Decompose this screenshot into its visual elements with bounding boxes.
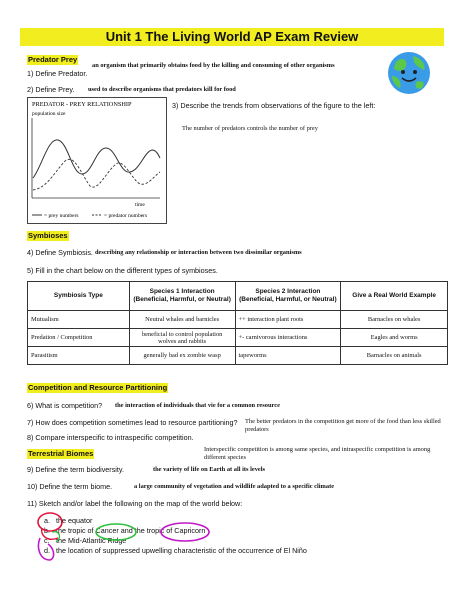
table-cell[interactable]: generally bad ex zombie wasp: [129, 347, 235, 365]
table-cell[interactable]: Barnacles on animals: [341, 347, 448, 365]
legend-predator: = predator numbers: [104, 213, 148, 219]
q9-label: 9) Define the term biodiversity.: [27, 465, 124, 474]
q6-label: 6) What is competition?: [27, 401, 103, 410]
q3-label: 3) Describe the trends from observations of the figure to the left:: [172, 101, 376, 110]
symbiosis-table: [27, 281, 448, 365]
q2-label: 2) Define Prey.: [27, 85, 75, 94]
section-competition: Competition and Resource Partitioning: [28, 383, 168, 392]
prey-line: [33, 140, 160, 178]
table-cell[interactable]: Eagles and worms: [341, 329, 448, 347]
q11-item-text: the equator: [56, 516, 93, 525]
table-cell[interactable]: +- carnivorous interactions: [235, 329, 341, 347]
table-cell[interactable]: Mutualism: [28, 311, 130, 329]
q11-item-letter: c.: [44, 536, 50, 545]
earth-icon: [386, 50, 432, 96]
q11-item-letter: a.: [44, 516, 50, 525]
q11-item-text: the location of suppressed upwelling characteristic of the occurrence of El Niño: [56, 546, 307, 555]
q1-answer: an organism that primarily obtains food by the killing and consuming of other organisms: [92, 62, 335, 69]
magenta-stroke-annotation: [38, 538, 53, 560]
table-cell[interactable]: Barnacles on whales: [341, 311, 448, 329]
q3-answer: The number of predators controls the number of prey: [182, 125, 318, 132]
graph-ylabel: population size: [32, 111, 66, 117]
q10-answer: a large community of vegetation and wildlife adapted to a specific climate: [134, 483, 335, 490]
table-cell[interactable]: Predation / Competition: [28, 329, 130, 347]
q11-item-text: the Mid-Atlantic Ridge: [56, 536, 127, 545]
table-header: Species 1 Interaction (Beneficial, Harmful, or Neutral): [129, 282, 235, 311]
q4-answer: describing any relationship or interaction between two dissimilar organisms: [95, 249, 302, 256]
table-header: Symbiosis Type: [28, 282, 130, 311]
green-circle-annotation: [96, 524, 136, 540]
q1-label: 1) Define Predator.: [27, 69, 88, 78]
q8-label: 8) Compare interspecific to intraspecific competition.: [27, 433, 194, 442]
table-cell[interactable]: Parasitism: [28, 347, 130, 365]
green-stroke-annotation: [52, 532, 59, 542]
table-header: Species 2 Interaction (Beneficial, Harmful, or Neutral): [235, 282, 341, 311]
table-row: [28, 329, 448, 347]
q11-item-letter: b.: [44, 526, 50, 535]
predator-prey-graph: [28, 98, 166, 223]
q4-label: 4) Define Symbiosis.: [27, 248, 93, 257]
q5-label: 5) Fill in the chart below on the different types of symbioses.: [27, 266, 218, 275]
table-cell[interactable]: beneficial to control population wolves and rabbits: [129, 329, 235, 347]
table-row: [28, 347, 448, 365]
q11-label: 11) Sketch and/or label the following on the map of the world below:: [27, 499, 243, 508]
q2-answer: used to describe organisms that predators kill for food: [88, 86, 236, 93]
predator-prey-figure: [27, 97, 167, 224]
pen-annotations: [28, 508, 218, 568]
table-cell[interactable]: Neutral whales and barnicles: [129, 311, 235, 329]
q10-label: 10) Define the term biome.: [27, 482, 113, 491]
section-symbioses: Symbioses: [28, 231, 68, 240]
magenta-circle-annotation: [161, 523, 209, 541]
predator-line: [33, 159, 160, 190]
q7-answer: The better predators in the competition get more of the food than less skilled predators: [245, 418, 441, 433]
table-row: [28, 311, 448, 329]
section-predator-prey: Predator Prey: [28, 55, 78, 64]
q7-label: 7) How does competition sometimes lead to resource partitioning?: [27, 418, 238, 427]
table-cell[interactable]: tapeworms: [235, 347, 341, 365]
page-title: Unit 1 The Living World AP Exam Review: [20, 28, 444, 46]
q11-item-letter: d.: [44, 546, 50, 555]
q6-answer: the interaction of individuals that vie for a common resource: [115, 402, 280, 409]
q8-answer: Interspecific competition is among same species, and intraspecific competition is among different species: [204, 446, 431, 461]
q11-item-text: the tropic of Cancer and the tropic of Capricorn: [56, 526, 206, 535]
table-cell[interactable]: ++ interaction plant roots: [235, 311, 341, 329]
graph-title: PREDATOR - PREY RELATIONSHIP: [32, 101, 132, 108]
section-terrestrial-biomes: Terrestrial Biomes: [28, 449, 94, 458]
table-header: Give a Real World Example: [341, 282, 448, 311]
q9-answer: the variety of life on Earth at all its levels: [153, 466, 265, 473]
graph-xlabel: time: [135, 202, 145, 208]
legend-prey: = prey numbers: [44, 213, 79, 219]
table-header-row: [28, 282, 448, 311]
